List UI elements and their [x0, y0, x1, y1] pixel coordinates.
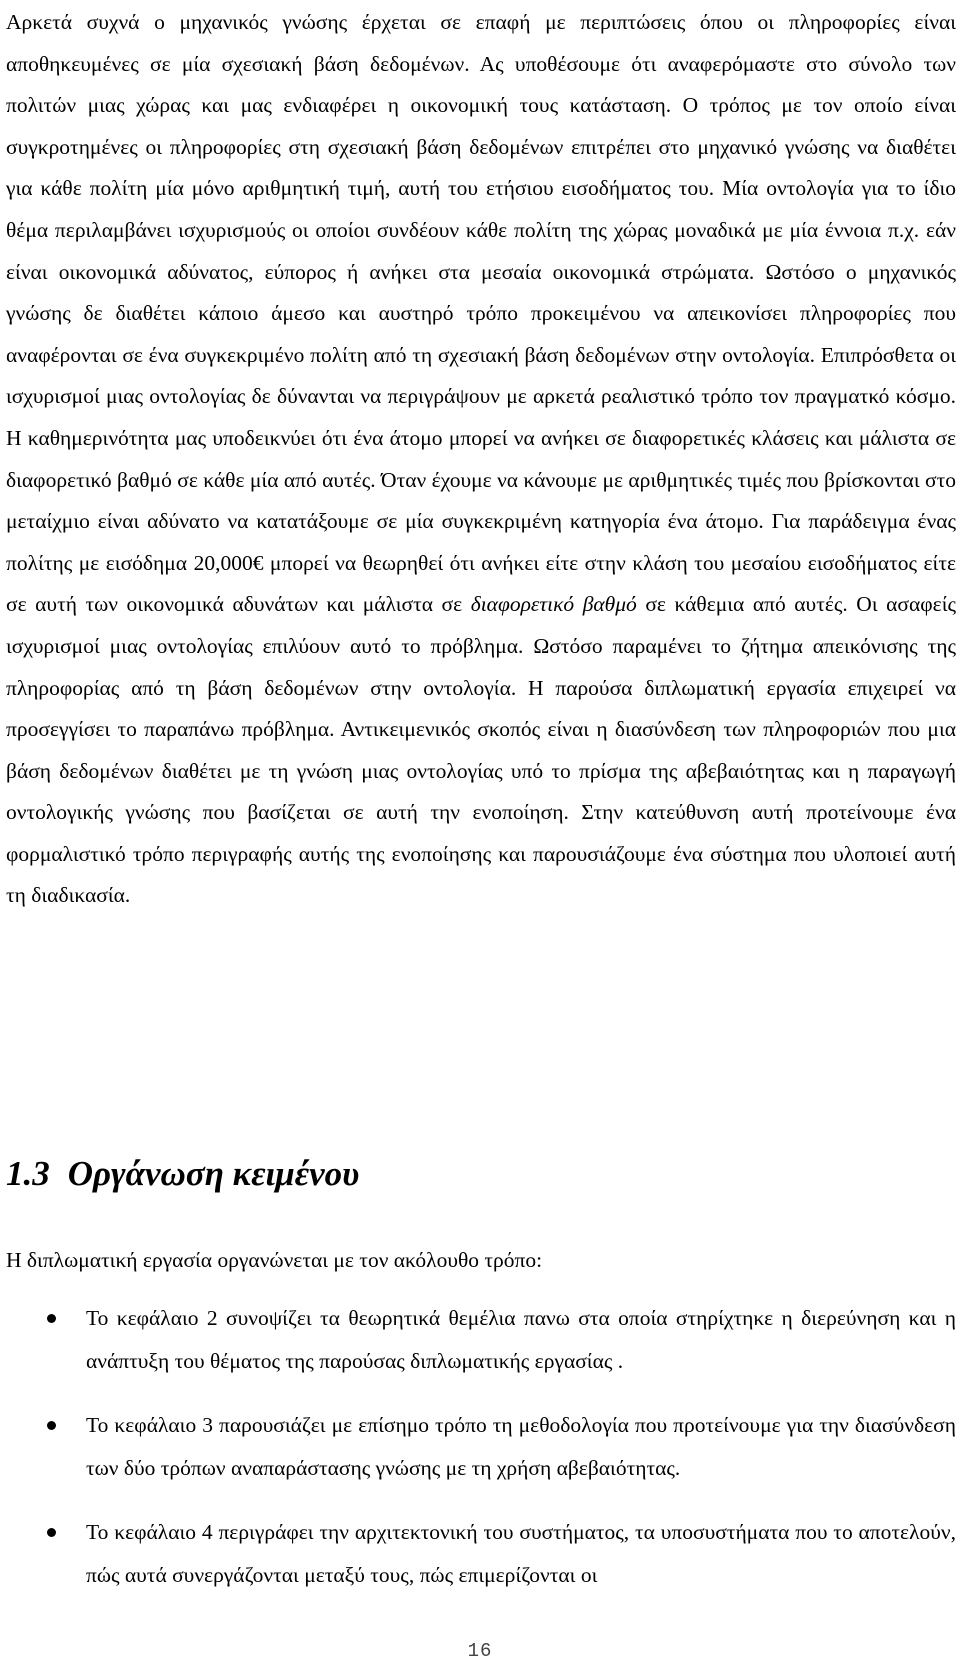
bullet-icon	[47, 1528, 56, 1537]
section-number: 1.3	[6, 1154, 50, 1193]
bullet-icon	[47, 1421, 56, 1430]
list-item	[0, 1511, 960, 1597]
list-item-text: Το κεφάλαιο 3 παρουσιάζει με επίσημο τρόπο τη μεθοδολογία που προτείνουμε για την διασύνδεση των δύο τρόπων αναπαράστασης γνώσης με τη χρήση αβεβαιότητας.	[86, 1413, 956, 1480]
page-number: 16	[467, 1640, 493, 1662]
list-item	[0, 1297, 960, 1383]
list-item-text: Το κεφάλαιο 4 περιγράφει την αρχιτεκτονική του συστήματος, τα υποσυστήματα που το αποτελούν, πώς αυτά συνεργάζονται μεταξύ τους, πώς επιμερίζονται οι	[86, 1520, 956, 1587]
intro-text: Η διπλωματική εργασία οργανώνεται με τον ακόλουθο τρόπο:	[6, 1248, 543, 1272]
section-heading	[6, 1152, 359, 1196]
chapter-list	[0, 1297, 960, 1618]
paragraph-text-part2: σε κάθεμια από αυτές. Οι ασαφείς ισχυρισμοί μιας οντολογίας επιλύουν αυτό το πρόβλημα. Ωστόσο παραμένει το ζήτημα απεικόνισης της πληροφορίας από τη βάση δεδομένων στην οντολογία. Η παρούσα διπλωματική εργασία επιχειρεί να προσεγγίσει το παραπάνω πρόβλημα. Αντικειμενικός σκοπός είναι η διασύνδεση των πληροφοριών που μια βάση δεδομένων διαθέτει με τη γνώση μιας οντολογίας υπό το πρίσμα της αβεβαιότητας και η παραγωγή οντολογικής γνώσης που βασίζεται σε αυτή την ενοποίηση. Στην κατεύθυνση αυτή προτείνουμε ένα φορμαλιστικό τρόπο περιγραφής αυτής της ενοποίησης και παρουσιάζουμε ένα σύστημα που υλοποιεί αυτή τη διαδικασία.	[6, 592, 957, 908]
body-paragraph	[6, 2, 956, 917]
list-item	[0, 1404, 960, 1490]
emphasis-text: διαφορετικό βαθμό	[470, 592, 637, 617]
list-item-text: Το κεφάλαιο 2 συνοψίζει τα θεωρητικά θεμέλια πανω στα οποία στηρίχτηκε η διερεύνηση και η ανάπτυξη του θέματος της παρούσας διπλωματικής εργασίας .	[86, 1306, 956, 1373]
paragraph-text-part1: Αρκετά συχνά ο μηχανικός γνώσης έρχεται σε επαφή με περιπτώσεις όπου οι πληροφορίες είναι αποθηκευμένες σε μία σχεσιακή βάση δεδομένων. Ας υποθέσουμε ότι αναφερόμαστε στο σύνολο των πολιτών μιας χώρας και μας ενδιαφέρει η οικονομική τους κατάσταση. Ο τρόπος με τον οποίο είναι συγκροτημένες οι πληροφορίες στη σχεσιακή βάση δεδομένων επιτρέπει στο μηχανικό γνώσης να διαθέτει για κάθε πολίτη μία μόνο αριθμητική τιμή, αυτή του ετήσιου εισοδήματος του. Μία οντολογία για το ίδιο θέμα περιλαμβάνει ισχυρισμούς οι οποίοι συνδέουν κάθε πολίτη της χώρας μοναδικά με μία έννοια π.χ. εάν είναι οικονομικά αδύνατος, εύπορος ή ανήκει στα μεσαία οικονομικά στρώματα. Ωστόσο ο μηχανικός γνώσης δε διαθέτει κάποιο άμεσο και αυστηρό τρόπο προκειμένου να απεικονίσει πληροφορίες που αναφέρονται σε ένα συγκεκριμένο πολίτη από τη σχεσιακή βάση δεδομένων στην οντολογία. Επιπρόσθετα οι ισχυρισμοί μιας οντολογίας δε δύνανται να περιγράψουν με αρκετά ρεαλιστικό τρόπο τον πραγματκό κόσμο. Η καθημερινότητα μας υποδεικνύει ότι ένα άτομο μπορεί να ανήκει σε διαφορετικές κλάσεις και μάλιστα σε διαφορετικό βαθμό σε κάθε μία από αυτές. Όταν έχουμε να κάνουμε με αριθμητικές τιμές που βρίσκονται στο μεταίχμιο είναι αδύνατο να κατατάξουμε σε μία συγκεκριμένη κατηγορία ένα άτομο. Για παράδειγμα ένας πολίτης με εισόδημα 20,000€ μπορεί να θεωρηθεί ότι ανήκει είτε στην κλάση του μεσαίου εισοδήματος είτε σε αυτή των οικονομικά αδυνάτων και μάλιστα σε	[6, 10, 956, 617]
section-title: Οργάνωση κειμένου	[67, 1154, 360, 1193]
bullet-icon	[47, 1314, 56, 1323]
